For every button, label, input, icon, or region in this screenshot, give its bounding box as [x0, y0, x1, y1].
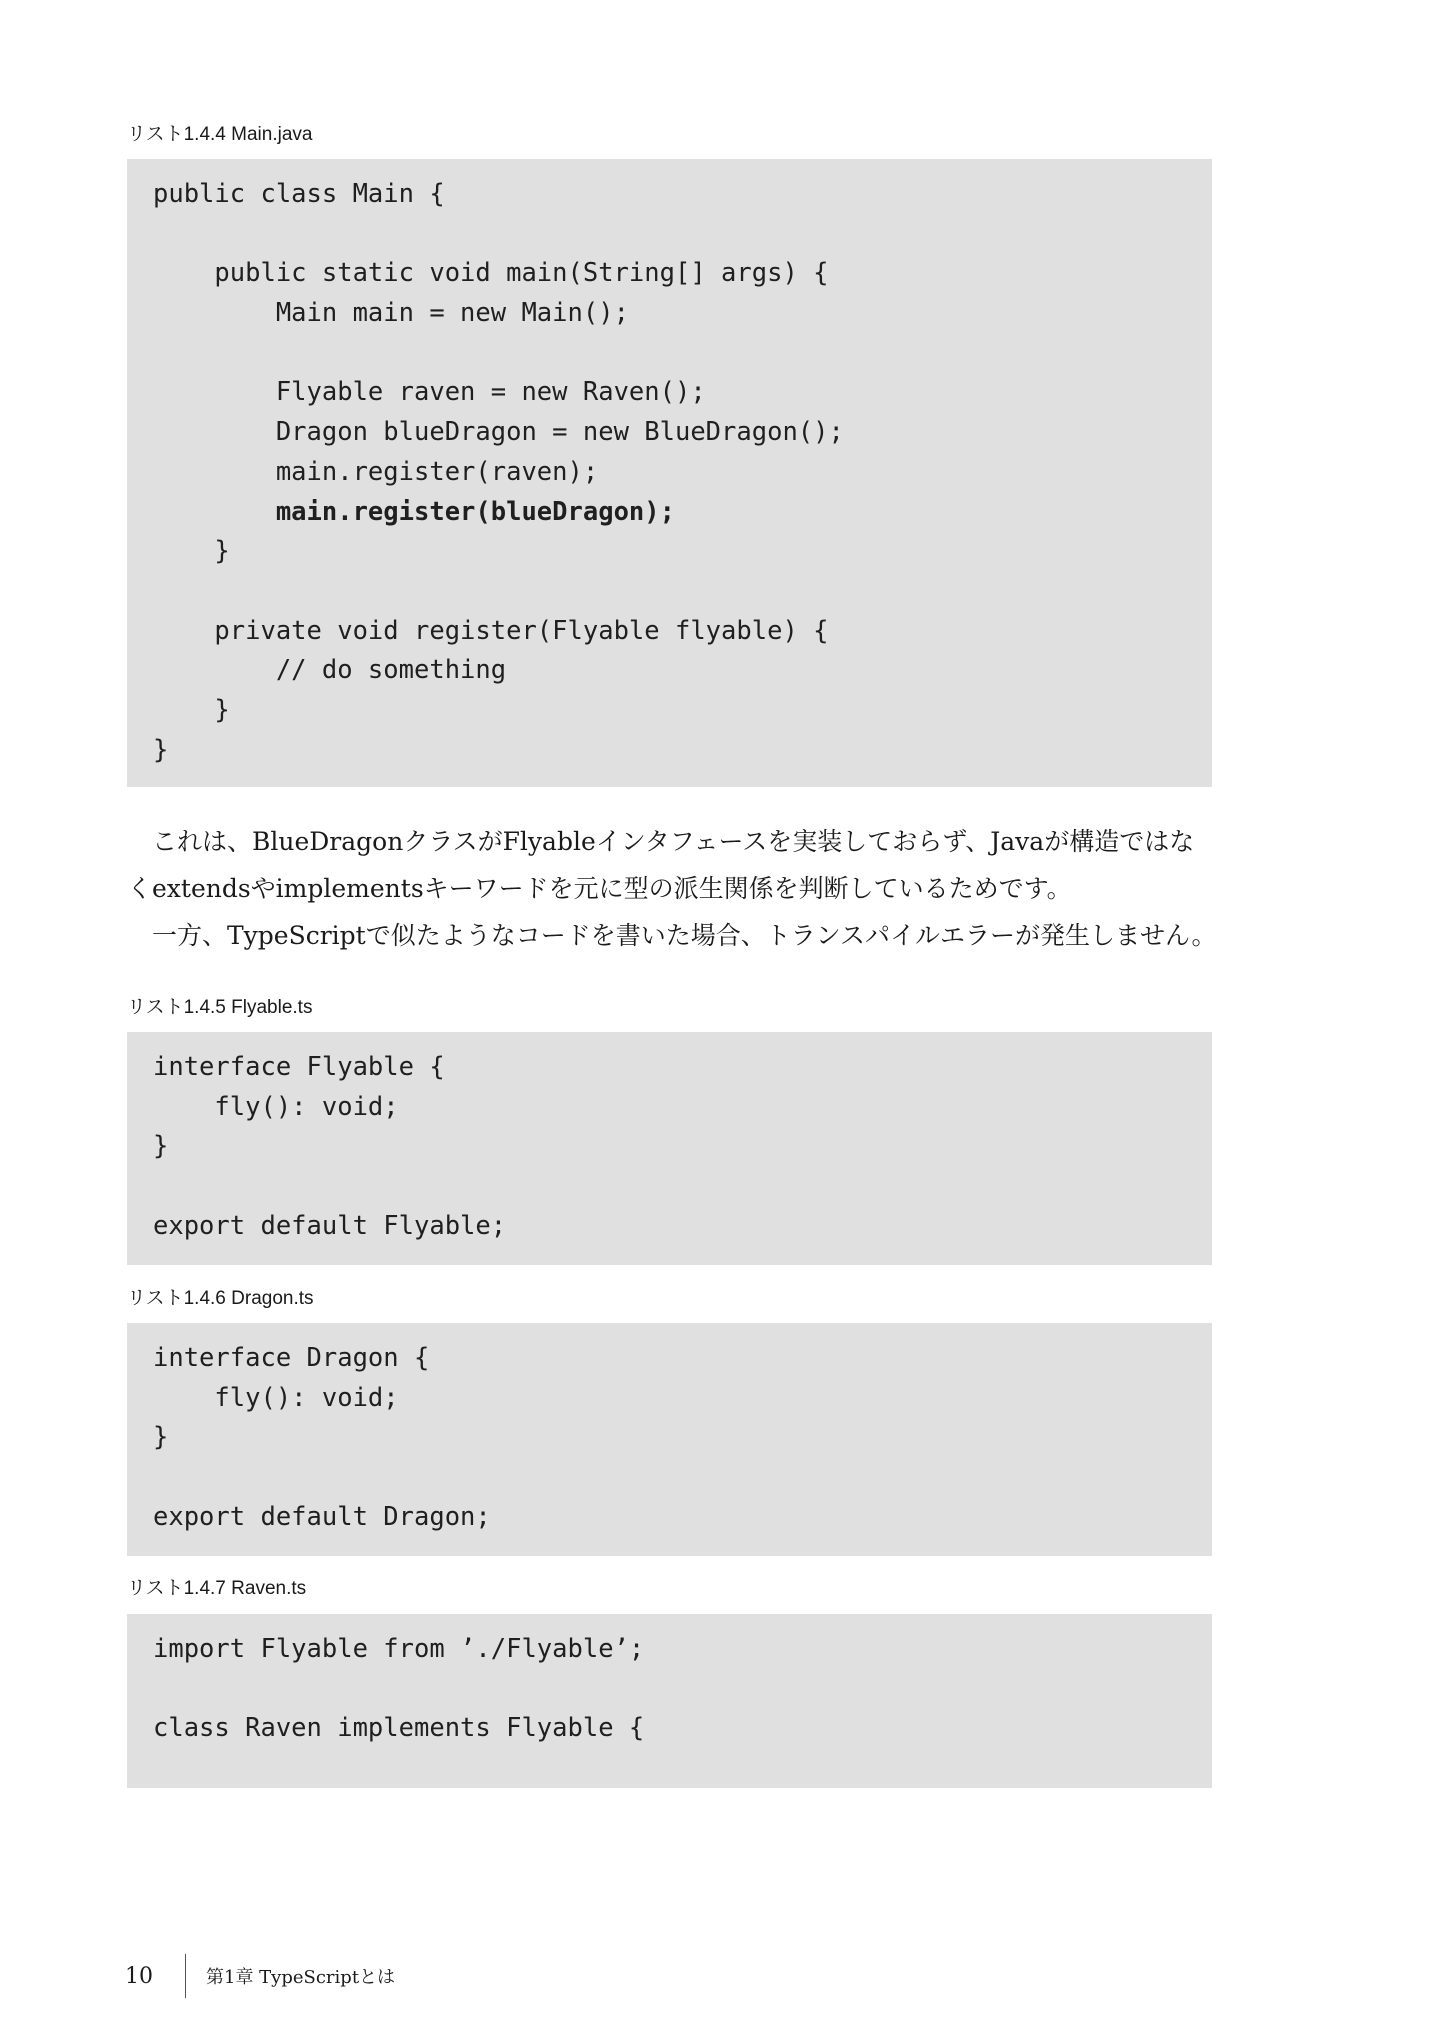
running-chapter-title: 第1章 TypeScriptとは — [206, 1967, 396, 1988]
code-block-dragon-ts — [127, 1323, 1212, 1556]
code-line: fly(): void; — [153, 1382, 399, 1413]
code-line: public class Main { — [153, 179, 445, 209]
code-line: } — [153, 536, 230, 567]
paragraph-line: 一方、TypeScriptで似たようなコードを書いた場合、トランスパイルエラーが発生しません。 — [152, 921, 1217, 950]
code-line: main.register(raven); — [153, 456, 599, 487]
paragraph-line: くextendsやimplementsキーワードを元に型の派生関係を判断しているためです。 — [127, 874, 1072, 903]
code-block-raven-ts — [127, 1614, 1212, 1788]
code-line — [153, 572, 1212, 612]
code-line: // do something — [153, 655, 507, 686]
code-line: interface Dragon { — [153, 1343, 430, 1373]
body-paragraph — [127, 818, 1217, 959]
code-line: fly(): void; — [153, 1091, 399, 1122]
code-line: } — [153, 1422, 169, 1453]
code-line-highlighted: main.register(blueDragon); — [153, 496, 675, 527]
code-line: private void register(Flyable flyable) { — [153, 615, 829, 646]
code-line: } — [153, 734, 169, 765]
code-line — [153, 1670, 1212, 1710]
code-line — [153, 334, 1212, 374]
code-line: public static void main(String[] args) { — [153, 258, 829, 289]
code-block-flyable-ts — [127, 1032, 1212, 1265]
code-line: Main main = new Main(); — [153, 298, 629, 329]
code-line — [153, 215, 1212, 255]
code-line — [153, 1167, 1212, 1207]
code-line: export default Flyable; — [153, 1210, 507, 1241]
paragraph-line: これは、BlueDragonクラスがFlyableインタフェースを実装しておらず、Javaが構造ではな — [152, 827, 1195, 856]
listing-caption-main-java: リスト1.4.4 Main.java — [127, 124, 313, 145]
code-line: } — [153, 694, 230, 725]
page-footer — [125, 1954, 395, 1998]
listing-caption-raven-ts: リスト1.4.7 Raven.ts — [127, 1578, 307, 1599]
code-line: import Flyable from ’./Flyable’; — [153, 1634, 645, 1664]
code-line: class Raven implements Flyable { — [153, 1713, 645, 1744]
code-line: } — [153, 1131, 169, 1162]
code-line — [153, 1458, 1212, 1498]
footer-divider — [185, 1954, 186, 1998]
code-block-main-java — [127, 159, 1212, 787]
code-line: interface Flyable { — [153, 1052, 445, 1082]
page-number: 10 — [125, 1963, 153, 1989]
code-line: Flyable raven = new Raven(); — [153, 377, 706, 408]
code-line: export default Dragon; — [153, 1501, 491, 1532]
listing-caption-flyable-ts: リスト1.4.5 Flyable.ts — [127, 997, 313, 1018]
listing-caption-dragon-ts: リスト1.4.6 Dragon.ts — [127, 1288, 314, 1309]
code-line: Dragon blueDragon = new BlueDragon(); — [153, 417, 844, 448]
